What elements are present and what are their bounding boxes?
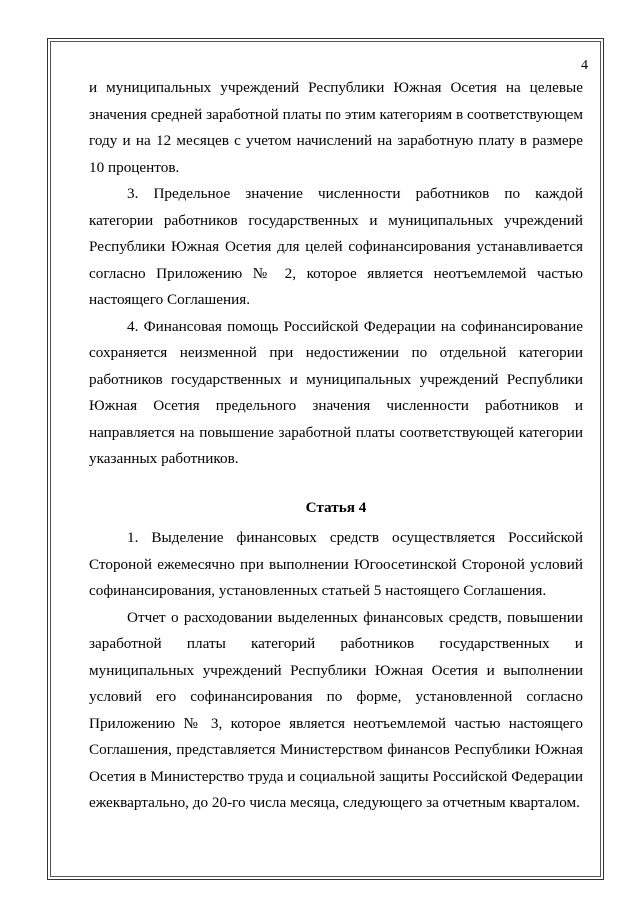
document-body: [89, 75, 583, 817]
paragraph-report: Отчет о расходовании выделенных финансовых средств, повышении заработной платы категорий работников государственных и муниципальных учреждений Республики Южная Осетия и выполнении условий его софинансирования по форме, установленной согласно Приложению № 3, которое является неотъемлемой частью настоящего Соглашения, представляется Министерством финансов Республики Южная Осетия в Министерство труда и социальной защиты Российской Федерации ежеквартально, до 20-го числа месяца, следующего за отчетным кварталом.: [89, 608, 583, 811]
paragraph-continuation: и муниципальных учреждений Республики Южная Осетия на целевые значения средней заработной платы по этим категориям в соответствующем году и на 12 месяцев с учетом начислений на заработную плату в размере 10 процентов.: [89, 79, 583, 176]
paragraph-item-3: 3. Предельное значение численности работников по каждой категории работников государственных и муниципальных учреждений Республики Южная Осетия для целей софинансирования устанавливается согласно Приложению № 2, которое является неотъемлемой частью настоящего Соглашения.: [89, 185, 583, 308]
article-heading: Статья 4: [305, 498, 367, 516]
paragraph-item-4: 4. Финансовая помощь Российской Федерации на софинансирование сохраняется неизменной при недостижении по отдельной категории работников государственных и муниципальных учреждений Республики Южная Осетия предельного значения численности работников и направляется на повышение заработной платы соответствующей категории указанных работников.: [89, 317, 583, 467]
page-number: 4: [581, 58, 588, 73]
paragraph-article4-item-1: 1. Выделение финансовых средств осуществляется Российской Стороной ежемесячно при выполнении Югоосетинской Стороной условий софинансирования, установленных статьей 5 настоящего Соглашения.: [89, 529, 583, 599]
